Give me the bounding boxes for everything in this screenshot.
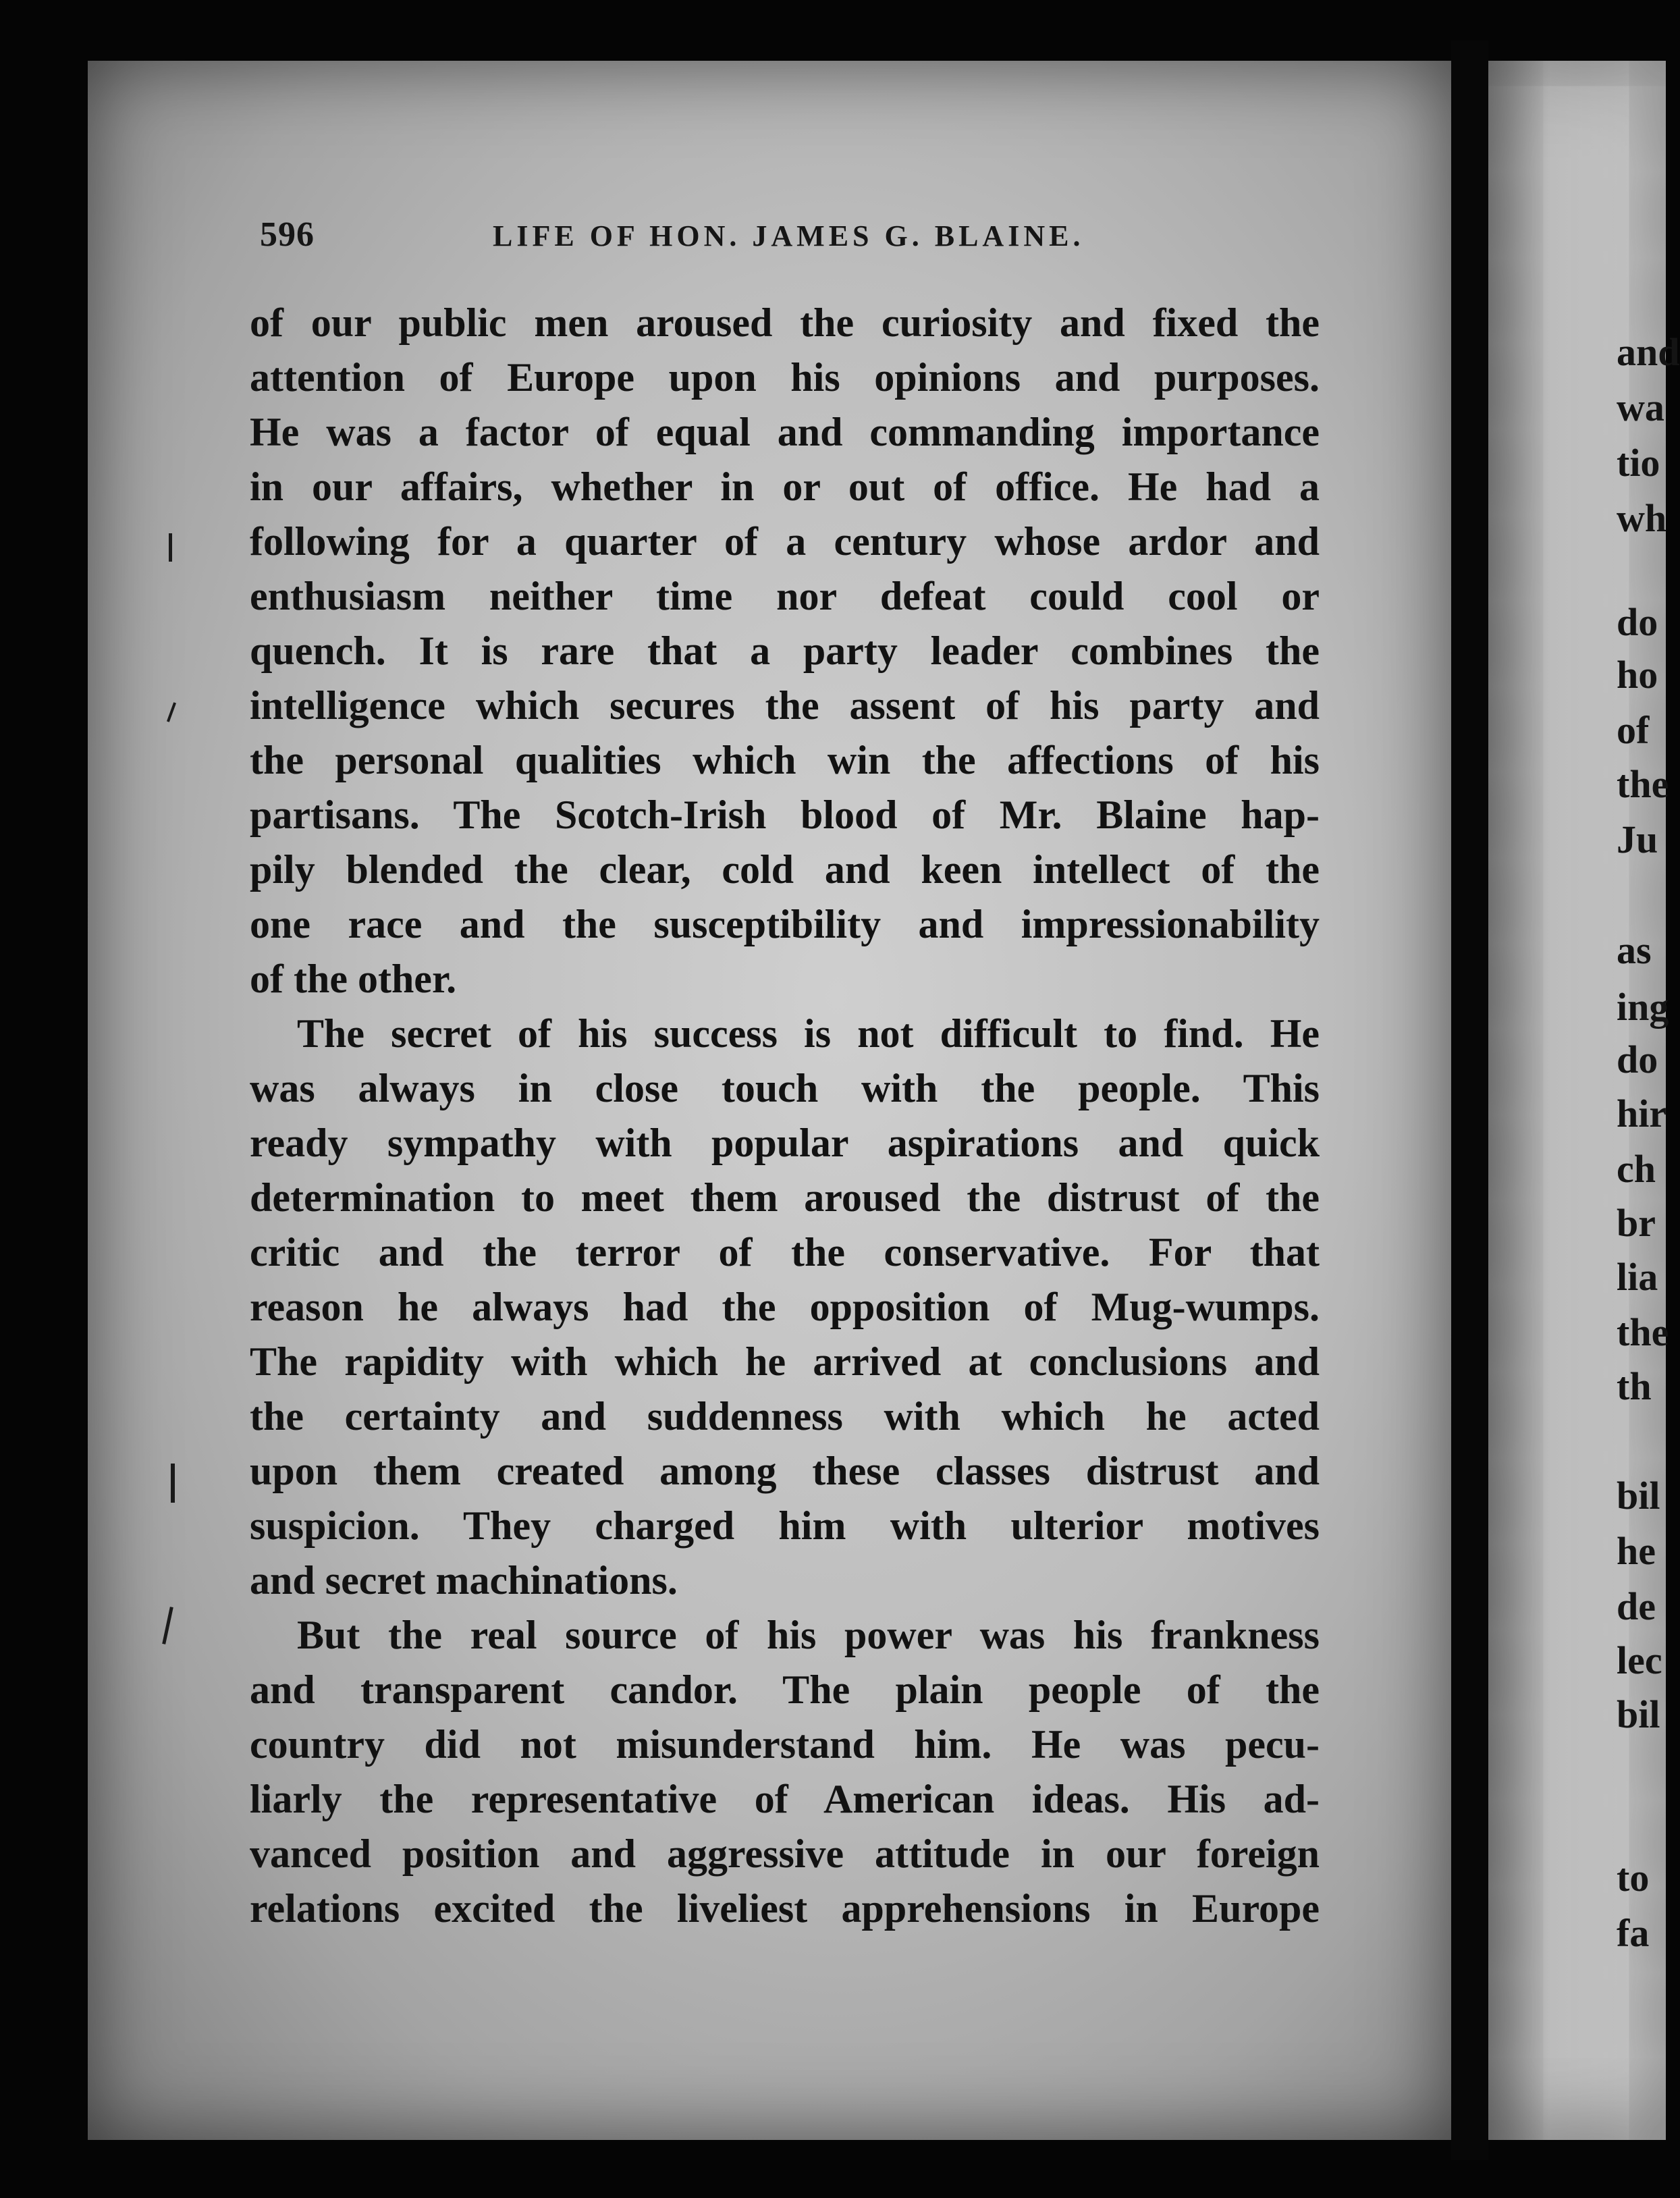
fragment: hir bbox=[1617, 1092, 1667, 1135]
text-line: The rapidity with which he arrived at conclusions and bbox=[250, 1339, 1320, 1384]
text-line: ready sympathy with popular aspirations and quick bbox=[250, 1121, 1320, 1165]
fragment: bil bbox=[1617, 1474, 1660, 1518]
margin-mark bbox=[171, 1464, 175, 1503]
fragment: and bbox=[1617, 330, 1680, 374]
fragment: he bbox=[1617, 1529, 1656, 1573]
fragment: as bbox=[1617, 928, 1652, 972]
fragment: the bbox=[1617, 762, 1669, 806]
fragment: do bbox=[1617, 1038, 1658, 1081]
text-line: But the real source of his power was his frankness bbox=[297, 1613, 1320, 1657]
text-line: the personal qualities which win the affections of his bbox=[250, 738, 1320, 782]
text-line: quench. It is rare that a party leader combines the bbox=[250, 628, 1320, 673]
text-line: country did not misunderstand him. He was pecu- bbox=[250, 1722, 1320, 1767]
book-gutter bbox=[1451, 41, 1488, 2160]
facing-page-fragments bbox=[1617, 0, 1680, 2198]
fragment: lec bbox=[1617, 1638, 1662, 1682]
text-line: attention of Europe upon his opinions and purposes. bbox=[250, 355, 1320, 400]
fragment: bil bbox=[1617, 1692, 1660, 1736]
body-text bbox=[250, 296, 1320, 1936]
text-line: vanced position and aggressive attitude in our foreign bbox=[250, 1831, 1320, 1876]
text-line: suspicion. They charged him with ulterior motives bbox=[250, 1503, 1320, 1548]
fragment: the bbox=[1617, 1310, 1669, 1354]
text-line: partisans. The Scotch-Irish blood of Mr. Blaine hap- bbox=[250, 793, 1320, 837]
page-header bbox=[253, 215, 1333, 275]
text-line: reason he always had the opposition of Mug-wumps. bbox=[250, 1285, 1320, 1329]
text-line: critic and the terror of the conservative. For that bbox=[250, 1230, 1320, 1275]
text-line: was always in close touch with the people. This bbox=[250, 1066, 1320, 1110]
fragment: wh bbox=[1617, 496, 1667, 540]
fragment: de bbox=[1617, 1584, 1656, 1628]
text-line: and secret machinations. bbox=[250, 1558, 678, 1603]
fragment: to bbox=[1617, 1856, 1650, 1900]
fragment: tio bbox=[1617, 441, 1660, 485]
fragment: ch bbox=[1617, 1147, 1656, 1191]
text-line: of the other. bbox=[250, 957, 457, 1001]
running-title: LIFE OF HON. JAMES G. BLAINE. bbox=[493, 219, 1085, 252]
text-line: upon them created among these classes distrust and bbox=[250, 1449, 1320, 1493]
text-line: determination to meet them aroused the distrust of the bbox=[250, 1175, 1320, 1220]
fragment: br bbox=[1617, 1201, 1656, 1245]
text-line: and transparent candor. The plain people of the bbox=[250, 1667, 1320, 1712]
text-line: liarly the representative of American ideas. His ad- bbox=[250, 1777, 1320, 1821]
margin-mark bbox=[169, 533, 172, 562]
text-line: intelligence which secures the assent of his party and bbox=[250, 683, 1320, 728]
text-line: enthusiasm neither time nor defeat could cool or bbox=[250, 574, 1320, 618]
fragment: do bbox=[1617, 600, 1658, 644]
fragment: Ju bbox=[1617, 817, 1658, 861]
text-line: pily blended the clear, cold and keen intellect of the bbox=[250, 847, 1320, 892]
text-line: relations excited the liveliest apprehensions in Europe bbox=[250, 1886, 1320, 1931]
text-line: one race and the susceptibility and impressionability bbox=[250, 902, 1320, 946]
text-line: in our affairs, whether in or out of office. He had a bbox=[250, 464, 1320, 509]
text-line: The secret of his success is not difficult to find. He bbox=[297, 1011, 1320, 1056]
fragment: of bbox=[1617, 708, 1650, 752]
fragment: wa bbox=[1617, 385, 1664, 429]
page-number: 596 bbox=[260, 215, 315, 254]
text-line: the certainty and suddenness with which he acted bbox=[250, 1394, 1320, 1439]
text-line: He was a factor of equal and commanding importance bbox=[250, 410, 1320, 454]
text-line: of our public men aroused the curiosity and fixed the bbox=[250, 300, 1320, 345]
fragment: th bbox=[1617, 1364, 1652, 1408]
fragment: ho bbox=[1617, 653, 1658, 697]
fragment: lia bbox=[1617, 1255, 1658, 1299]
fragment: ing bbox=[1617, 985, 1669, 1029]
fragment: fa bbox=[1617, 1911, 1650, 1955]
text-line: following for a quarter of a century whose ardor and bbox=[250, 519, 1320, 564]
